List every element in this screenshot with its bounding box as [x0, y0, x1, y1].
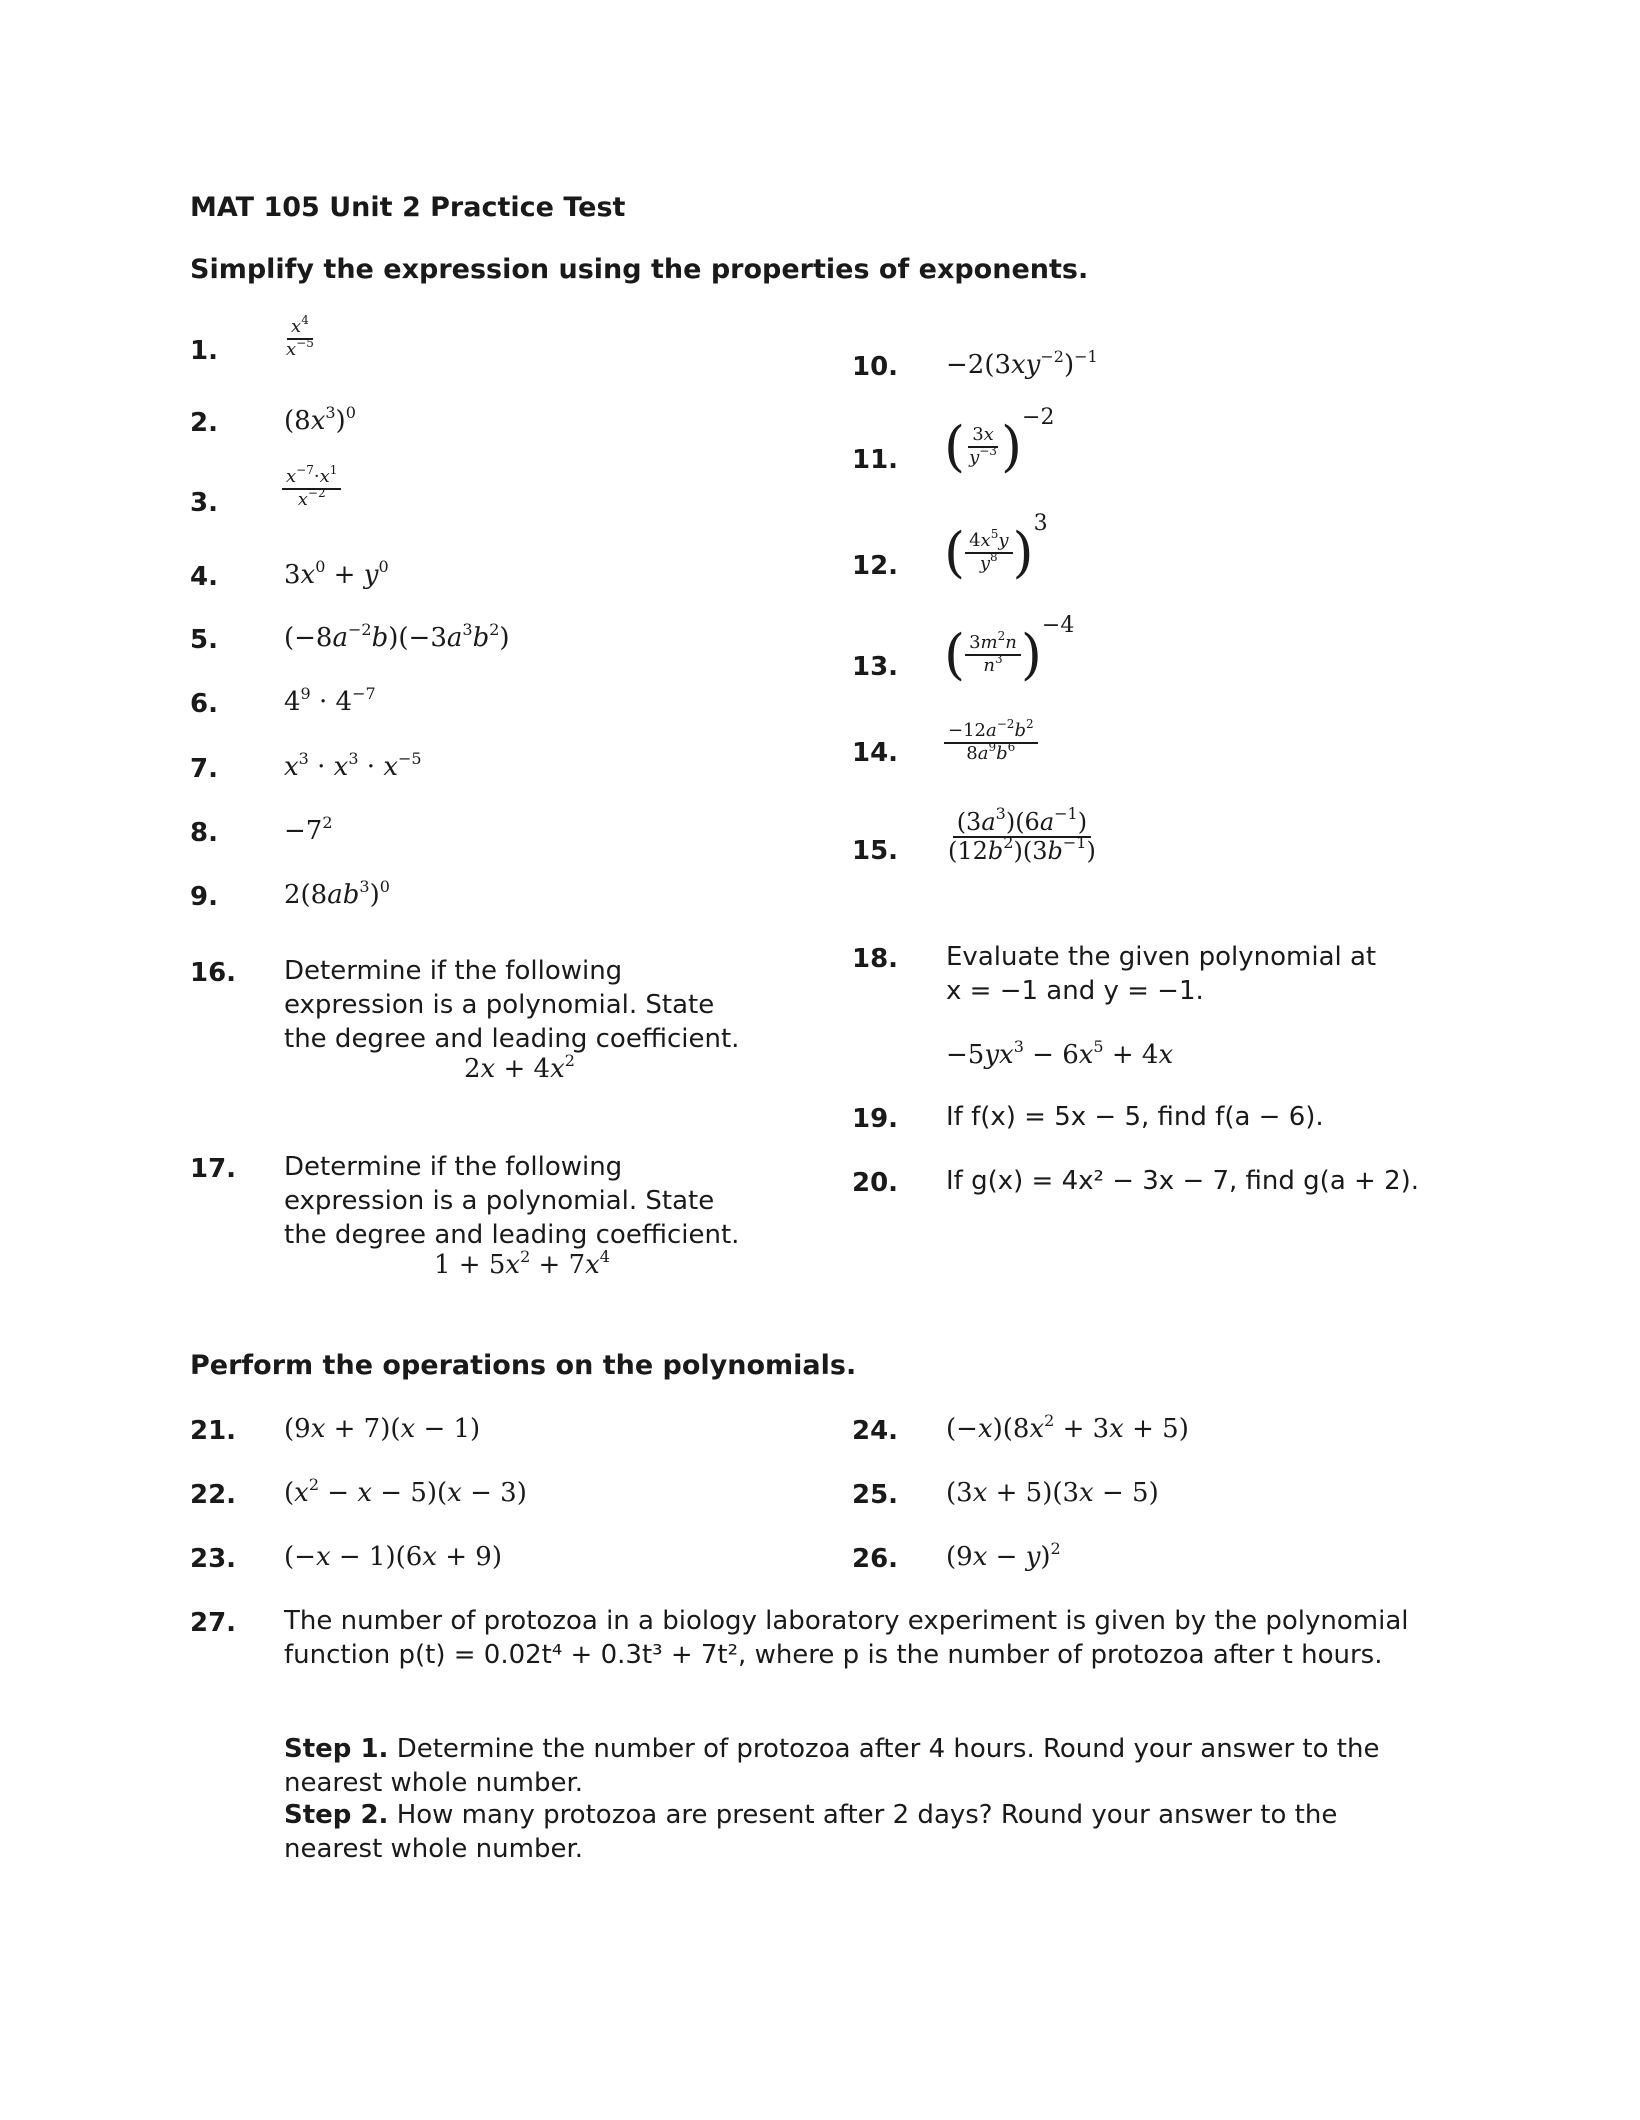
expression-8: $-7^2$: [284, 813, 333, 846]
problem-16-text: Determine if the following expression is a polynomial. State the degree and leading coefficient.: [284, 956, 740, 1054]
problem-number-21: 21.: [190, 1416, 237, 1446]
expression-15: $\frac{(3a^3)(6a^{-1})}{(12b^2)(3b^{-1})}$: [948, 804, 1096, 866]
problem-number-13: 13.: [852, 652, 899, 682]
problem-number-12: 12.: [852, 551, 899, 581]
expression-5: $(-8a^{-2}b)(-3a^3b^2)$: [284, 620, 510, 653]
problem-27-text: The number of protozoa in a biology laboratory experiment is given by the polynomial function p(t) = 0.02t⁴ + 0.3t³ + 7t², where p is the number of protozoa after t hours.: [284, 1606, 1409, 1670]
expression-12: ( $\frac{4x^5y}{y^8}$ )$^3$: [944, 511, 1048, 584]
expression-1: $\frac{x^4}{x^{-5}}$: [286, 313, 314, 360]
problem-27-step-1: [284, 1732, 1434, 1800]
problem-number-6: 6.: [190, 689, 218, 719]
problem-number-5: 5.: [190, 625, 218, 655]
expression-2: $(8x^3)^0$: [284, 403, 356, 436]
problem-number-25: 25.: [852, 1480, 899, 1510]
problem-18-text: Evaluate the given polynomial at x = −1 and y = −1.: [946, 942, 1377, 1006]
expression-9: $2(8ab^3)^0$: [284, 877, 390, 910]
expression-23: (−x − 1)(6x + 9): [284, 1542, 502, 1572]
section-heading-exponents: Simplify the expression using the properties of exponents.: [190, 254, 1089, 285]
expression-25: (3x + 5)(3x − 5): [946, 1478, 1159, 1508]
step-2-text: How many protozoa are present after 2 days? Round your answer to the nearest whole number.: [284, 1800, 1338, 1864]
problem-number-19: 19.: [852, 1104, 899, 1134]
problem-27-step-2: [284, 1798, 1434, 1866]
problem-number-24: 24.: [852, 1416, 899, 1446]
problem-number-10: 10.: [852, 352, 899, 382]
problem-number-1: 1.: [190, 336, 218, 366]
problem-20-text: If g(x) = 4x² − 3x − 7, find g(a + 2).: [946, 1166, 1420, 1196]
problem-19-text: If f(x) = 5x − 5, find f(a − 6).: [946, 1102, 1324, 1132]
page-title: MAT 105 Unit 2 Practice Test: [190, 192, 626, 223]
expression-3: $\frac{x^{-7}\cdot x^1}{x^{-2}}$: [282, 468, 341, 510]
expression-10: $-2(3xy^{-2})^{-1}$: [946, 347, 1098, 380]
problem-number-14: 14.: [852, 738, 899, 768]
problem-number-3: 3.: [190, 488, 218, 518]
problem-number-20: 20.: [852, 1168, 899, 1198]
expression-21: (9x + 7)(x − 1): [284, 1414, 481, 1444]
problem-number-7: 7.: [190, 754, 218, 784]
step-1-label: Step 1.: [284, 1734, 389, 1764]
problem-number-27: 27.: [190, 1608, 237, 1638]
problem-number-26: 26.: [852, 1544, 899, 1574]
problem-number-22: 22.: [190, 1480, 237, 1510]
section-heading-polynomials: Perform the operations on the polynomials.: [190, 1350, 857, 1381]
problem-number-2: 2.: [190, 408, 218, 438]
expression-17: $1 + 5x^2 + 7x^4$: [434, 1247, 610, 1280]
problem-number-11: 11.: [852, 445, 899, 475]
expression-24: $(-x)(8x^2 + 3x + 5)$: [946, 1411, 1189, 1444]
expression-14: $\frac{-12a^{-2}b^2}{8a^9b^6}$: [944, 722, 1038, 764]
problem-number-4: 4.: [190, 562, 218, 592]
problem-number-23: 23.: [190, 1544, 237, 1574]
expression-26: $(9x - y)^2$: [946, 1539, 1061, 1572]
step-2-label: Step 2.: [284, 1800, 389, 1830]
expression-7: $x^3 \cdot x^3 \cdot x^{-5}$: [284, 749, 422, 782]
expression-13: ( $\frac{3m^2n}{n^3}$ )$^{-4}$: [944, 613, 1075, 686]
problem-number-17: 17.: [190, 1154, 237, 1184]
problem-number-9: 9.: [190, 882, 218, 912]
problem-17-text: Determine if the following expression is a polynomial. State the degree and leading coefficient.: [284, 1152, 740, 1250]
expression-11: ( $\frac{3x}{y^{-3}}$ )$^{-2}$: [944, 405, 1055, 478]
problem-number-18: 18.: [852, 944, 899, 974]
problem-number-15: 15.: [852, 836, 899, 866]
step-1-text: Determine the number of protozoa after 4 hours. Round your answer to the nearest whole number.: [284, 1734, 1380, 1798]
expression-16: $2x + 4x^2$: [464, 1051, 575, 1084]
problem-number-16: 16.: [190, 958, 237, 988]
problem-number-8: 8.: [190, 818, 218, 848]
expression-18: $-5yx^3 - 6x^5 + 4x$: [946, 1037, 1174, 1070]
expression-4: $3x^0 + y^0$: [284, 557, 389, 590]
expression-6: $4^9 \cdot 4^{-7}$: [284, 684, 376, 717]
expression-22: $(x^2 - x - 5)(x - 3)$: [284, 1475, 527, 1508]
